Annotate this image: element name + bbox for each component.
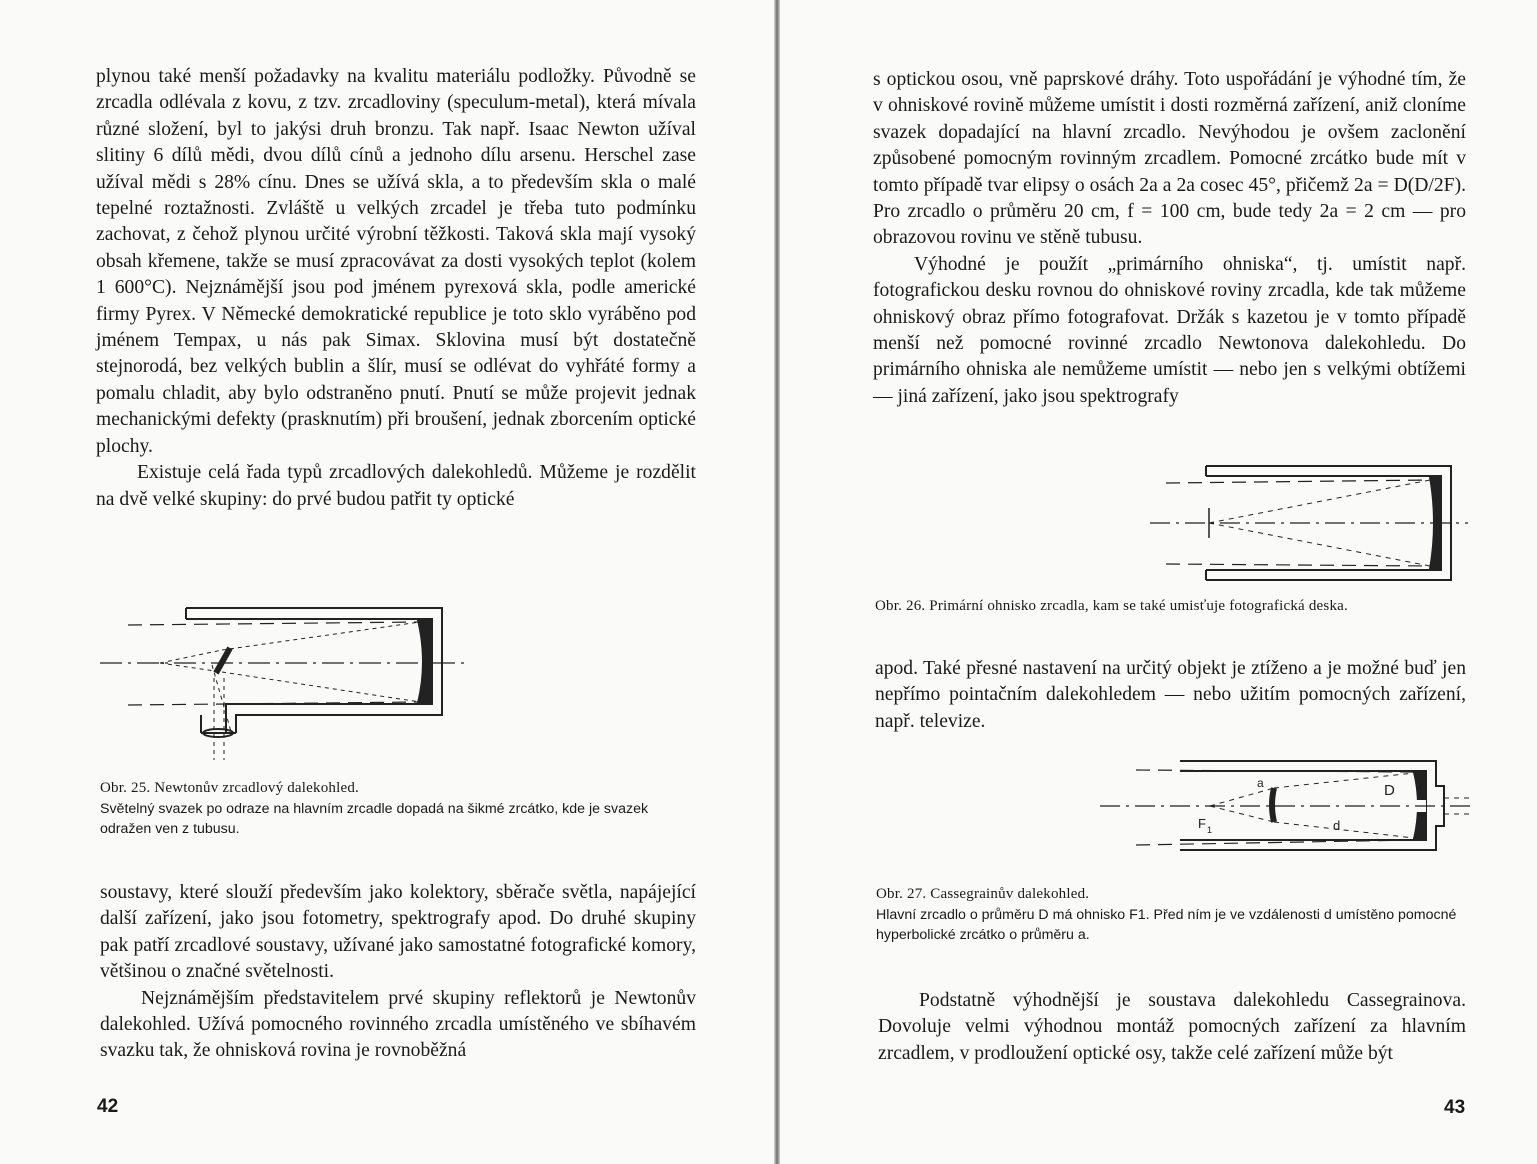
paragraph: Nejznámějším představitelem prvé skupiny reflektorů je Newtonův dalekohled. Užívá pomocného rovinného zrcadla umístěného ve sbíhavém svazku tak, že ohnisková rovina je rovnoběžná xyxy=(100,987,696,1062)
paragraph: soustavy, které slouží především jako kolektory, sběrače světla, napájející další zařízení, jako jsou fotometry, spektrografy apod. Do druhé skupiny pak patří zrcadlové soustavy, užívané jako samostatné fotografické komory, většinou o značné světelnosti. xyxy=(100,882,696,983)
figure-27-label-F: F xyxy=(1198,816,1206,831)
paragraph: plynou také menší požadavky na kvalitu materiálu podložky. Původně se zrcadla odlévala z kovu, z tzv. zrcadloviny (speculum-metal), která mívala různé složení, byl to jakýsi druh bronzu. Tak např. Isaac Newton užíval slitiny 6 dílů mědi, dvou dílů cínů a jednoho dílu arsenu. Herschel zase užíval mědi s 28% cínu. Dnes se užívá skla, a to především skla o malé tepelné roztažnosti. Zvláště u velkých zrcadel je třeba tuto podmínku zachovat, z čehož plynou určité výrobní těžkosti. Taková skla mají vysoký obsah křemene, takže se musí zpracovávat za dosti vysokých teplot (kolem 1 600°C). Nejznámější jsou pod jménem pyrexová skla, podle americké firmy Pyrex. V Německé demokratické republice je toto sklo vyráběno pod jménem Tempax, u nás pak Simax. Sklovina musí být dostatečně stejnorodá, bez velkých bublin a šlír, musí se odlévat do vyhřáté formy a pomalu chladit, aby bylo odstraněno pnutí. Pnutí se může projevit jednak mechanickými defekty (prasknutím) při broušení, jednak zborcením optické plochy. xyxy=(96,66,696,457)
figure-27-label-F-subscript: 1 xyxy=(1207,825,1213,835)
figure-27-label-a: a xyxy=(1257,776,1264,790)
page-number: 43 xyxy=(1444,1097,1466,1118)
right-text-bottom xyxy=(878,988,1466,1067)
figure-26-caption xyxy=(875,596,1475,617)
paragraph: apod. Také přesné nastavení na určitý objekt je ztíženo a je možné buď jen nepřímo pointačním dalekohledem — nebo užitím pomocných zařízení, např. televize. xyxy=(875,658,1466,732)
left-text-top xyxy=(96,64,696,513)
figure-25-caption-title: Obr. 25. Newtonův zrcadlový dalekohled. xyxy=(100,780,359,796)
book-spine xyxy=(774,0,780,1164)
figure-25-caption xyxy=(100,778,696,840)
figure-26-caption-text: Obr. 26. Primární ohnisko zrcadla, kam se také umisťuje fotografická deska. xyxy=(875,598,1348,614)
paragraph: s optickou osou, vně paprskové dráhy. Toto uspořádání je výhodné tím, že v ohniskové rovině můžeme umístit i dosti rozměrná zařízení, aniž cloníme svazek dopadající na hlavní zrcadlo. Nevýhodou je ovšem zaclonění způsobené pomocným rovinným zrcadlem. Pomocné zrcátko bude mít v tomto případě tvar elipsy o osách 2a a 2a cosec 45°, přičemž 2a = D(D/2F). Pro zrcadlo o průměru 20 cm, f = 100 cm, bude tedy 2a = 2 cm — pro obrazovou rovinu ve stěně tubusu. xyxy=(873,69,1466,249)
figure-25-caption-text: Světelný svazek po odraze na hlavním zrcadle dopadá na šikmé zrcátko, kde je svazek odražen ven z tubusu. xyxy=(100,800,649,837)
paragraph: Existuje celá řada typů zrcadlových dalekohledů. Můžeme je rozdělit na dvě velké skupiny: do prvé budou patřit ty optické xyxy=(96,462,696,510)
figure-27-caption-text: Hlavní zrcadlo o průměru D má ohnisko F1. Před ním je ve vzdálenosti d umístěno pomocné hyperbolické zrcátko o průměru a. xyxy=(876,906,1457,943)
right-text-mid xyxy=(875,656,1466,735)
paragraph: Podstatně výhodnější je soustava dalekohledu Cassegrainova. Dovoluje velmi výhodnou montáž pomocných zařízení za hlavním zrcadlem, v prodloužení optické osy, takže celé zařízení může být xyxy=(878,990,1466,1064)
figure-27-caption-title: Obr. 27. Cassegrainův dalekohled. xyxy=(876,886,1090,902)
right-page xyxy=(784,0,1537,1164)
figure-27-label-d: d xyxy=(1333,818,1341,833)
figure-27-label-D: D xyxy=(1384,782,1395,799)
figure-27-caption xyxy=(876,884,1476,946)
page-number: 42 xyxy=(97,1096,119,1117)
right-text-top xyxy=(873,67,1466,410)
paragraph: Výhodné je použít „primárního ohniska“, tj. umístit např. fotografickou desku rovnou do ohniskové roviny zrcadla, kde tak můžeme ohniskový obraz přímo fotografovat. Držák s kazetou je v tomto případě menší než pomocné rovinné zrcadlo Newtonova dalekohledu. Do primárního ohniska ale nemůžeme umístit — nebo jen s velkými obtížemi — jiná zařízení, jako jsou spektrografy xyxy=(873,253,1466,407)
left-text-bottom xyxy=(100,880,696,1065)
